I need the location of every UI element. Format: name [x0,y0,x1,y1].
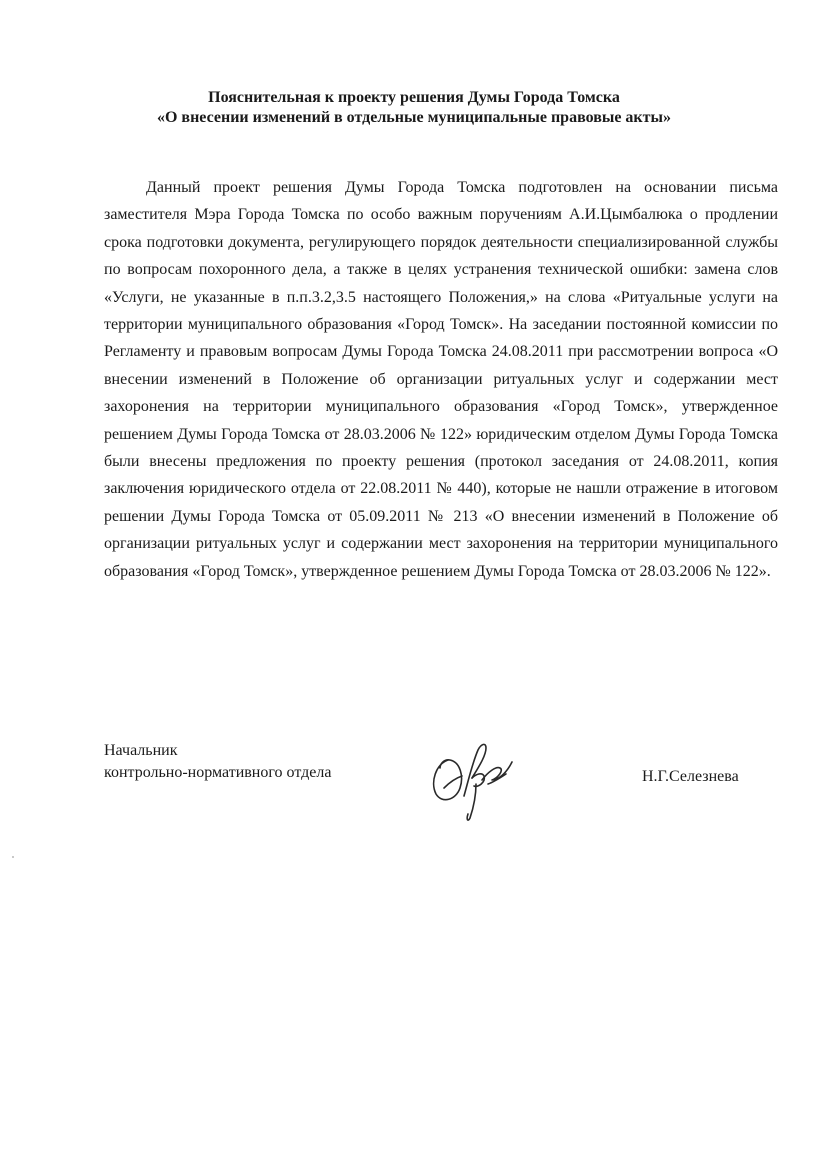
signature-icon [426,738,526,824]
body-paragraph: Данный проект решения Думы Города Томска подготовлен на основании письма заместителя Мэра Города Томска по особо важным поручениям А.И.Цымбалюка о продлении срока подготовки документа, регулирующего порядок деятельности специализированной службы по вопросам похоронного дела, а также в целях устранения технической ошибки: замена слов «Услуги, не указанные в п.п.3.2,3.5 настоящего Положения,» на слова «Ритуальные услуги на территории муниципального образования «Город Томск». На заседании постоянной комиссии по Регламенту и правовым вопросам Думы Города Томска 24.08.2011 при рассмотрении вопроса «О внесении изменений в Положение об организации ритуальных услуг и содержании мест захоронения на территории муниципального образования «Город Томск», утвержденное решением Думы Города Томска от 28.03.2006 № 122» юридическим отделом Думы Города Томска были внесены предложения по проекту решения (протокол заседания от 24.08.2011, копия заключения юридического отдела от 22.08.2011 № 440), которые не нашли отражение в итоговом решении Думы Города Томска от 05.09.2011 № 213 «О внесении изменений в Положение об организации ритуальных услуг и содержании мест захоронения на территории муниципального образования «Город Томск», утвержденное решением Думы Города Томска от 28.03.2006 № 122». [104,179,778,580]
scan-artifact [12,856,14,858]
position-line-2: контрольно-нормативного отдела [104,764,332,781]
title-line-2: «О внесении изменений в отдельные муниципальные правовые акты» [156,109,671,126]
signatory-name: Н.Г.Селезнева [642,768,739,785]
title-line-1: Пояснительная к проекту решения Думы Города Томска [208,89,620,106]
signatory-position [104,740,331,784]
document-title [0,88,828,128]
position-line-1: Начальник [104,742,178,759]
